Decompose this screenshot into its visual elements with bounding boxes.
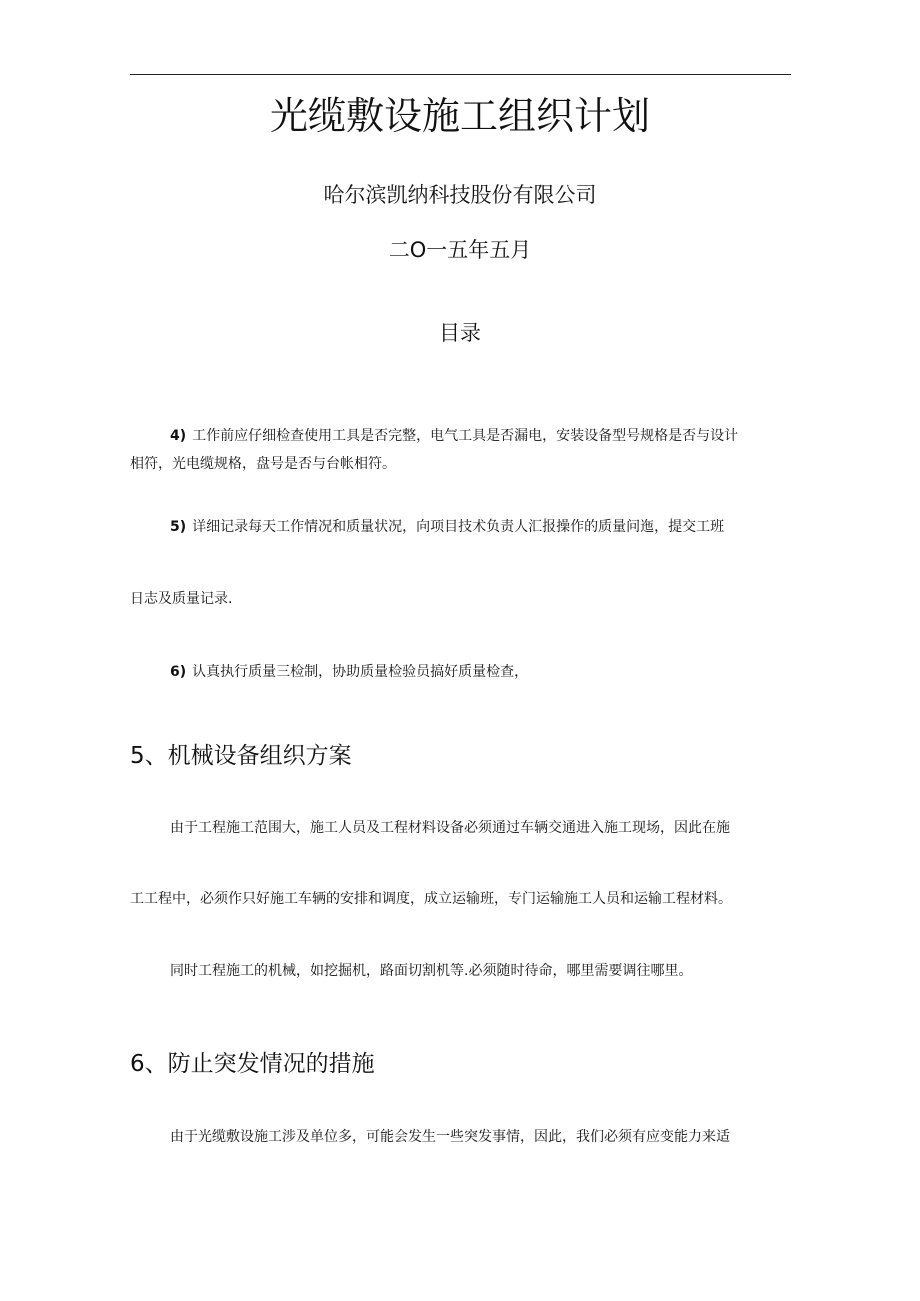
section-6-paragraph-1-line1	[130, 1123, 791, 1151]
document-title: 光缆敷设施工组织计划	[269, 94, 650, 138]
header-rule	[130, 74, 791, 75]
section-5-paragraph-1-line1	[130, 814, 791, 842]
company-name: 哈尔滨凯纳科技股份有限公司	[323, 183, 597, 207]
list-item-number: 4)	[170, 428, 187, 444]
section-heading-6: 6、防止突发情况的措施	[130, 1051, 375, 1077]
list-item-5-line2: 日志及质量记录.	[130, 591, 233, 607]
toc-heading: 目录	[439, 321, 481, 345]
list-item-4-line1	[130, 422, 791, 450]
list-item-text: 认真执行质量三检制，协助质量检验员搞好质量检查，	[192, 664, 529, 680]
paragraph-text: 由于工程施工范围大，施工人员及工程材料设备必须通过车辆交通进入施工现场，因此在施	[170, 820, 730, 836]
paragraph-text: 同时工程施工的机械，如挖掘机，路面切割机等.必须随时待命，哪里需要调往哪里。	[170, 963, 693, 979]
list-item-text: 详细记录每天工作情况和质量状况，向项目技术负责人汇报操作的质量问迤，提交工班	[192, 519, 725, 535]
list-item-number: 5)	[170, 519, 187, 535]
document-date: 二O一五年五月	[388, 238, 532, 262]
section-5-paragraph-2	[130, 957, 791, 985]
section-heading-5: 5、机械设备组织方案	[130, 743, 352, 769]
list-item-text: 工作前应仔细检查使用工具是否完整，电气工具是否漏电，安装设备型号规格是否与设计	[192, 428, 739, 444]
list-item-number: 6)	[170, 664, 187, 680]
paragraph-text: 由于光缆敷设施工涉及单位多，可能会发生一些突发事情，因此，我们必须有应变能力来适	[170, 1129, 730, 1145]
list-item-4-line2: 相符，光电缆规格，盘号是否与台帐相符。	[130, 456, 396, 472]
section-5-paragraph-1-line2: 工工程中，必须作只好施工车辆的安排和调度，成立运输班，专门运输施工人员和运输工程材料。	[130, 891, 732, 907]
list-item-6-line1	[130, 658, 791, 686]
list-item-5-line1	[130, 513, 791, 541]
